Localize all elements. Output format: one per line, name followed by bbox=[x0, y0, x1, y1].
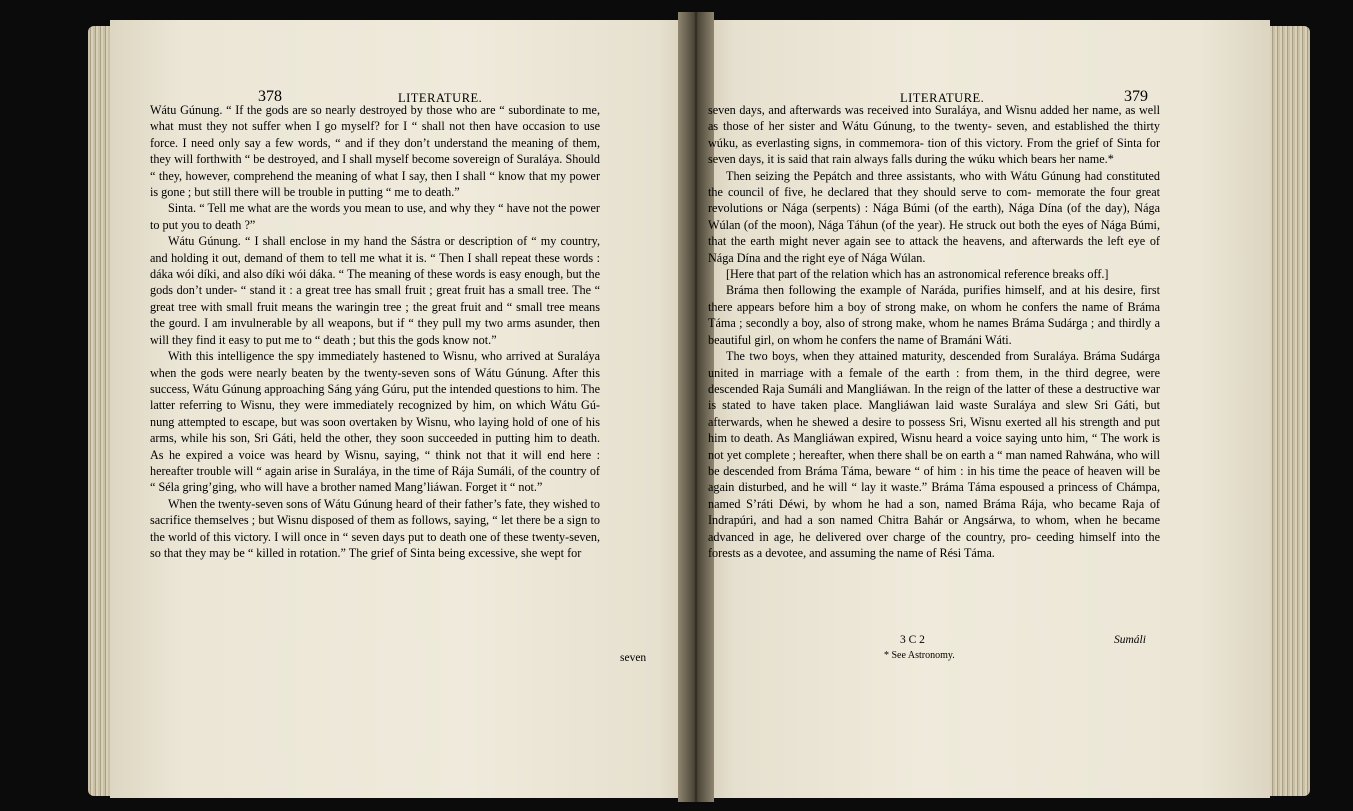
paragraph: Then seizing the Pepátch and three assistants, who with Wátu Gúnung had constituted the council of five, he declared that they should serve to com- memorate the four great revolutions or Nága (serpents) : Nága Búmi (of the earth), Nága Dína (of the day), Nága Wúlan (of the moon), Nága Táhun (of the year). He struck out both the eyes of Nága Búmi, that the earth might never again see to attack the heavens, and afterwards the left eye of Nága Dína and the right eye of Nága Wúlan. bbox=[708, 168, 1160, 265]
paragraph: Wátu Gúnung. “ If the gods are so nearly destroyed by those who are “ subordinate to me, what must they not suffer when I go myself? for I “ shall not then have occasion to use force. I need only say a few words, “ and if they don’t understand the meaning of them, they will forthwith “ be destroyed, and I shall myself become sovereign of Suraláya. Should “ they, however, comprehend the meaning of what I say, then I shall “ know that my power is gone ; but still there will be trouble in putting “ me to death.” bbox=[150, 103, 600, 200]
right-running-head: LITERATURE. bbox=[900, 91, 985, 105]
signature-mark: 3 C 2 bbox=[900, 634, 925, 646]
right-page-number: 379 bbox=[1124, 88, 1148, 105]
paragraph: [Here that part of the relation which has an astronomical reference breaks off.] bbox=[726, 267, 1109, 282]
right-catchword: Sumáli bbox=[1114, 634, 1146, 646]
paragraph: When the twenty-seven sons of Wátu Gúnung heard of their father’s fate, they wished to sacrifice themselves ; but Wisnu disposed of them as follows, saying, “ let there be a sign to the world of this victory. I will once in “ seven days put to death one of these twenty-seven, so that they may be “ killed in rotation.” The grief of Sinta being excessive, she wept for bbox=[150, 496, 600, 560]
left-page-number: 378 bbox=[258, 88, 282, 105]
paragraph: Wátu Gúnung. “ I shall enclose in my hand the Sástra or description of “ my country, and holding it out, demand of them to tell me what it is. “ Then I shall repeat these words : dáka wói díki, and also díki wói dáka. “ The meaning of these words is easy enough, but the gods don’t under- “ stand it : a great tree has small fruit ; great fruit has a small tree. The “ great tree with small fruit means the waringin tree ; the great fruit and “ small tree means the gourd. I am invulnerable by all weapons, but if “ they pull my two arms asunder, then will they find it easy to put me to “ death ; but this the gods know not.” bbox=[150, 234, 600, 347]
left-running-head: LITERATURE. bbox=[398, 91, 483, 105]
paragraph: Sinta. “ Tell me what are the words you mean to use, and why they “ have not the power to put you to death ?” bbox=[150, 201, 600, 232]
paragraph: Bráma then following the example of Naráda, purifies himself, and at his desire, first there appears before him a boy of strong make, on whom he confers the name of Bráma Táma ; secondly a boy, also of strong make, whom he names Bráma Sudárga ; and thirdly a beautiful girl, on whom he confers the name of Bramáni Wáti. bbox=[708, 283, 1160, 347]
left-page-body bbox=[150, 102, 600, 561]
paragraph: seven days, and afterwards was received into Suraláya, and Wisnu added her name, as well as those of her sister and Wátu Gúnung, to the twenty- seven, and established the thirty wúku, as everlasting signs, in commemora- tion of this victory. From the grief of Sinta for seven days, it is said that rain always falls during the wúku which bears her name.* bbox=[708, 103, 1160, 167]
paragraph: With this intelligence the spy immediately hastened to Wisnu, who arrived at Suraláya when the gods were nearly beaten by the twenty-seven sons of Wátu Gúnung. After this success, Wátu Gúnung approaching Sáng yáng Gúru, put the intended questions to him. The latter referring to Wisnu, they were immediately recognized by him, on which Wátu Gú- nung attempted to escape, but was soon overtaken by Wisnu, who laying hold of one of his arms, while his son, Sri Gáti, held the other, they soon succeeded in putting him to death. As he expired a voice was heard by Wisnu, saying, “ think not that it will end here : hereafter trouble will “ again arise in Suraláya, in the time of Rája Sumáli, of the country of “ Séla gring’ging, who will have a brother named Mang’liáwan. Forget it “ not.” bbox=[150, 349, 600, 495]
footnote: * See Astronomy. bbox=[884, 650, 955, 661]
paragraph: The two boys, when they attained maturity, descended from Suraláya. Bráma Sudárga united in marriage with a female of the earth : from them, in the third degree, were descended Raja Sumáli and Mangliáwan. In the reign of the latter of these a destructive war is stated to have taken place. Mangliáwan laid waste Suraláya and slew Sri Gáti, but afterwards, when he shewed a desire to possess Sri, Wisnu exerted all his strength and put him to death. As Mangliáwan expired, Wisnu heard a voice saying unto him, “ The work is not yet complete ; hereafter, when there shall be on earth a “ man named Rahwána, who will be descended from Bráma Táma, beware “ of him : in his time the peace of heaven will be again disturbed, and he will “ lay it waste.” Bráma Táma espoused a princess of Chámpa, named S’ráti Déwi, by whom he had a son, named Bráma Rája, who became Raja of Indrapúri, and had a son named Chitra Bahár or Angsárwa, to whom, when he became advanced in age, he delivered over charge of the country, pro- ceeding himself into the forests as a devotee, and assuming the name of Rési Táma. bbox=[708, 349, 1160, 560]
left-catchword: seven bbox=[620, 652, 647, 664]
right-page-body bbox=[708, 102, 1160, 561]
